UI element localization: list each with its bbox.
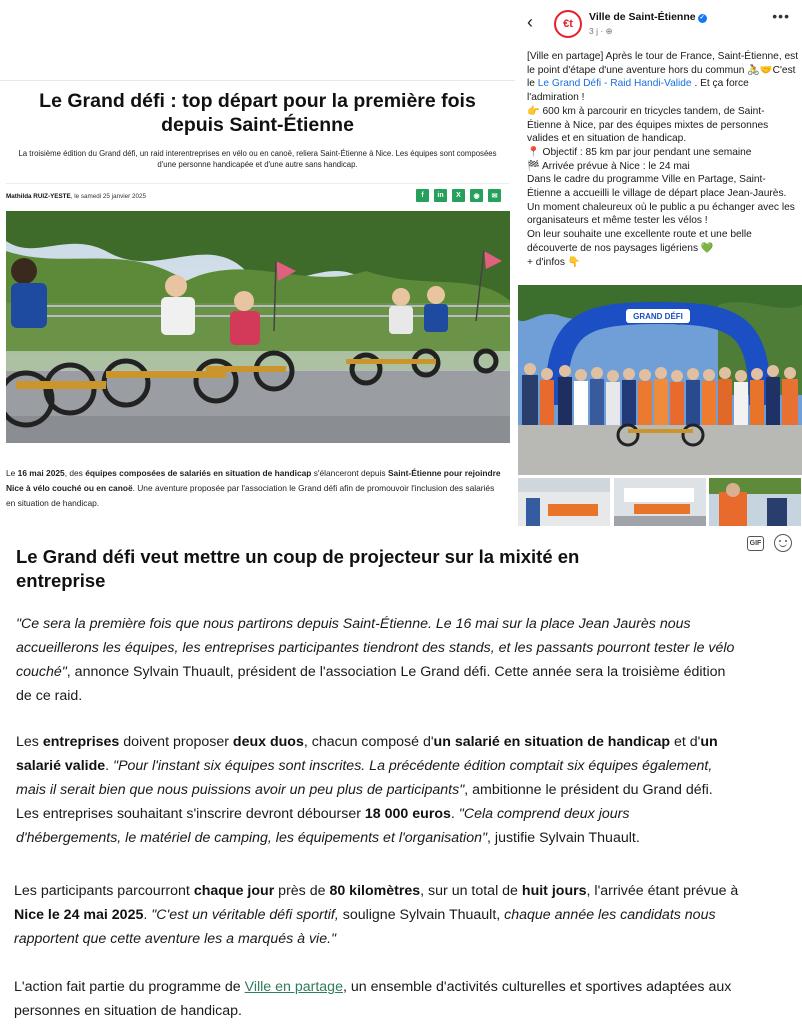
post-text xyxy=(527,50,799,269)
post-line: 📍 Objectif : 85 km par jour pendant une semaine xyxy=(527,146,752,158)
share-buttons xyxy=(416,189,501,202)
post-line: Dans le cadre du programme Ville en Partage, Saint-Étienne a accueilli le village de départ place Jean-Jaurès. Un moment chaleureux où le public a pu échanger avec les organisateurs et même tester les vélos ! xyxy=(527,174,795,227)
verified-badge-icon: ✓ xyxy=(699,15,705,21)
post-line: 👉 600 km à parcourir en tricycles tandem, de Saint-Étienne à Nice, par des équipes mixtes de personnes valides et en situation de handicap. xyxy=(527,105,769,145)
bold-text: un salarié en situation de handicap xyxy=(433,734,671,750)
quote-text: "Ce sera la première fois que nous partirons depuis Saint-Étienne. Le 16 mai sur la place Jean Jaurès nous accueillerons les équipes, les entreprises participantes tiendront des stands, et les passants pourront tester le vélo couché" xyxy=(16,616,735,680)
post-time: 3 j · ⊕ xyxy=(589,26,613,36)
body-text: . Une aventure proposée par l'association le Grand défi afin de promouvoir l'inclusion des salariés en situation de handicap. xyxy=(6,483,495,509)
page-logo[interactable] xyxy=(554,10,582,38)
paragraph-text: souligne Sylvain Thuault, xyxy=(338,907,505,923)
bold-text: entreprises xyxy=(42,734,120,750)
post-line: On leur souhaite une excellente route et une belle découverte de nos paysages ligériens 💚 xyxy=(527,229,752,254)
facebook-share-icon[interactable]: f xyxy=(416,189,429,202)
bold-text: 18 000 euros xyxy=(364,806,451,822)
paragraph-text: Les participants parcourront xyxy=(14,883,194,899)
page-name-text: Ville de Saint-Étienne xyxy=(589,11,696,23)
body-text: , des xyxy=(64,468,86,478)
body-bold: Saint-Étienne pour rejoindre Nice à vélo couché ou en canoë xyxy=(6,468,501,494)
post-text-span: . Et ça force l'admiration ! xyxy=(527,78,749,104)
thumbnail-image xyxy=(709,478,801,526)
paragraph-text: et d' xyxy=(670,734,701,750)
paragraph-1 xyxy=(16,612,736,708)
gif-icon[interactable]: GIF xyxy=(747,536,764,551)
linkedin-share-icon[interactable]: in xyxy=(434,189,447,202)
article-photo xyxy=(6,211,510,443)
paragraph-text: . xyxy=(450,806,459,822)
thumbnail-image xyxy=(614,478,706,526)
body-bold: équipes composées de salariés en situation de handicap xyxy=(85,468,312,478)
news-article-card xyxy=(0,80,515,520)
paragraph-3 xyxy=(14,879,754,951)
bold-text: chaque jour xyxy=(193,883,275,899)
quote-text: "Pour l'instant six équipes sont inscrites. La précédente édition comptait six équipes également, mais il serait bien que nous puissions avoir un peu plus de participants" xyxy=(16,758,713,798)
email-share-icon[interactable]: ✉ xyxy=(488,189,501,202)
paragraph-text: , un ensemble d'activités culturelles et sportives adaptées aux personnes en situation de handicap. xyxy=(14,979,732,1019)
photo-thumbnail[interactable] xyxy=(709,478,802,526)
article-title: Le Grand défi : top départ pour la première fois depuis Saint-Étienne xyxy=(39,90,476,136)
paragraph-2 xyxy=(16,730,736,850)
ville-en-partage-link[interactable]: Ville en partage xyxy=(244,979,343,995)
post-line: 🏁 Arrivée prévue à Nice : le 24 mai xyxy=(527,160,690,172)
article-author[interactable]: Mathilda RUIZ-YESTE xyxy=(6,193,71,200)
back-arrow-icon[interactable]: ‹ xyxy=(527,12,533,32)
post-photo-thumbnails xyxy=(518,478,802,526)
article-date: , le samedi 25 janvier 2025 xyxy=(70,193,146,200)
divider xyxy=(6,183,509,184)
group-photo xyxy=(518,285,802,475)
paragraph-text: , l'arrivée étant prévue à xyxy=(586,883,739,899)
photo-thumbnail[interactable] xyxy=(614,478,707,526)
cyclists-photo xyxy=(6,211,510,443)
post-line[interactable]: + d'infos 👇 xyxy=(527,256,581,268)
article-meta xyxy=(6,193,146,200)
bold-text: 80 kilomètres xyxy=(329,883,421,899)
paragraph-text: , chacun composé d' xyxy=(303,734,434,750)
paragraph-text: , sur un total de xyxy=(420,883,522,899)
logo-text: €t xyxy=(563,18,573,30)
whatsapp-share-icon[interactable]: ◉ xyxy=(470,189,483,202)
paragraph-text: , ambitionne le président du Grand défi. Les entreprises souhaitant s'inscrire devront débourser xyxy=(16,782,713,822)
paragraph-text: L'action fait partie du programme de xyxy=(14,979,245,995)
section-heading: Le Grand défi veut mettre un coup de projecteur sur la mixité en entreprise xyxy=(16,546,580,591)
photo-thumbnail[interactable] xyxy=(518,478,611,526)
article-body xyxy=(6,466,501,512)
arch-label: GRAND DÉFI xyxy=(633,312,683,321)
bold-text: huit jours xyxy=(521,883,587,899)
post-line xyxy=(527,50,799,105)
body-text: Le xyxy=(6,468,18,478)
paragraph-text: , justifie Sylvain Thuault. xyxy=(487,830,640,846)
body-bold: 16 mai 2025 xyxy=(17,468,65,478)
quote-text: chaque année les candidats nous rapportent que cette aventure les a marqués à vie." xyxy=(14,907,716,947)
post-photo-main[interactable] xyxy=(518,285,802,475)
paragraph-text: Les xyxy=(16,734,43,750)
paragraph-text: , annonce Sylvain Thuault, président de l'association Le Grand défi. Cette année sera la troisième édition de ce raid. xyxy=(16,664,726,704)
body-text: s'élanceront depuis xyxy=(311,468,388,478)
quote-text: "Cela comprend deux jours d'hébergements, le matériel de camping, les équipements et l'organisation" xyxy=(16,806,630,846)
paragraph-text: . xyxy=(143,907,152,923)
paragraph-text: près de xyxy=(274,883,330,899)
thumbnail-image xyxy=(518,478,610,526)
bold-text: Nice le 24 mai 2025 xyxy=(14,907,144,923)
x-share-icon[interactable]: X xyxy=(452,189,465,202)
comment-actions xyxy=(747,534,792,552)
page-name[interactable] xyxy=(589,11,707,23)
paragraph-4 xyxy=(14,975,734,1023)
bold-text: deux duos xyxy=(232,734,304,750)
post-text-span: [Ville en partage] Après le tour de France, Saint-Étienne, est le point d'étape d'une aventure hors du commun 🚴🤝C'est le xyxy=(527,51,799,90)
paragraph-text: . xyxy=(105,758,114,774)
tagged-page-link[interactable]: Le Grand Défi - Raid Handi-Valide xyxy=(537,78,692,90)
facebook-post xyxy=(517,0,802,560)
more-options-icon[interactable]: ••• xyxy=(772,8,790,24)
article-lead: La troisième édition du Grand défi, un raid interentreprises en vélo ou en canoë, reliera Saint-Étienne à Nice. Les équipes sont composées d'une personne handicapée et d'une autre sans handicap. xyxy=(18,149,497,169)
bold-text: un salarié valide xyxy=(16,734,718,774)
emoji-icon[interactable] xyxy=(774,534,792,552)
paragraph-text: doivent proposer xyxy=(119,734,233,750)
quote-text: "C'est un véritable défi sportif, xyxy=(151,907,339,923)
